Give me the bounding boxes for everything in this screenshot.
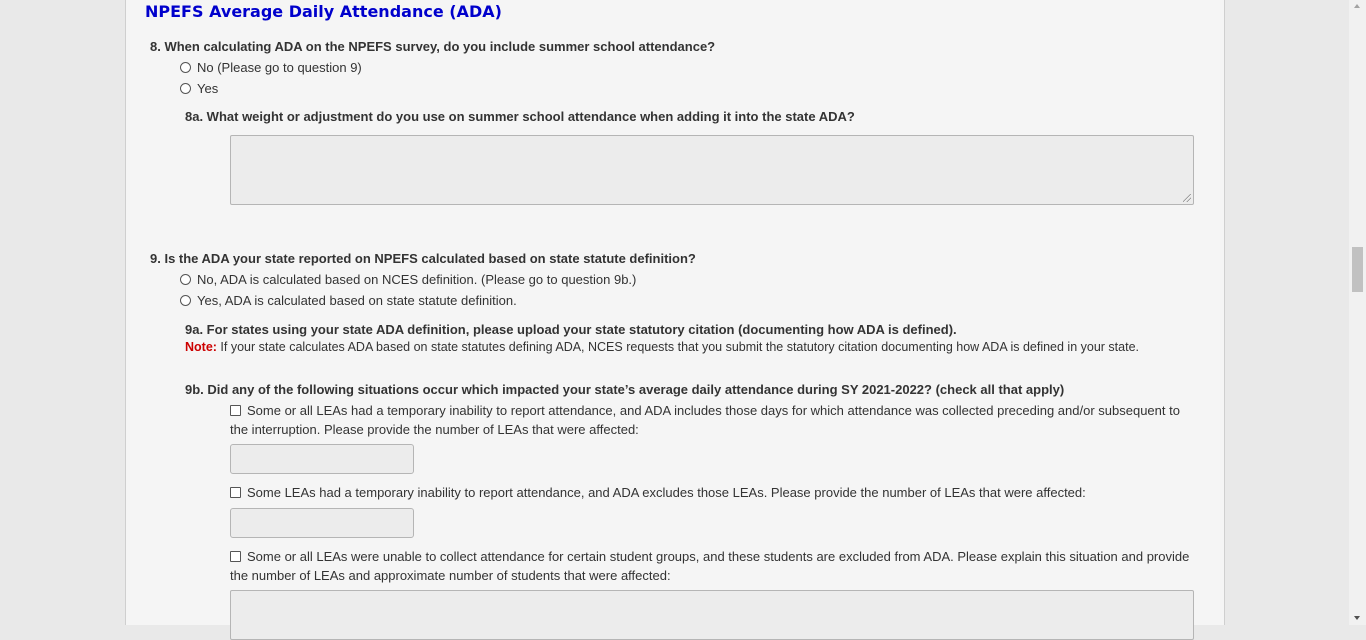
q9b-option-2[interactable] [230, 483, 1195, 502]
resize-grip-icon[interactable] [1183, 194, 1191, 202]
checkbox-icon[interactable] [230, 487, 241, 498]
note-text: If your state calculates ADA based on state statutes defining ADA, NCES requests that you submit the statutory citation documenting how ADA is defined in your state. [216, 340, 1139, 354]
q9-option-yes[interactable] [180, 292, 517, 308]
radio-icon[interactable] [180, 83, 191, 94]
question-9b: 9b. Did any of the following situations occur which impacted your state’s average daily attendance during SY 2021-2022? (check all that apply) [185, 382, 1065, 397]
section-title: NPEFS Average Daily Attendance (ADA) [145, 2, 502, 21]
question-9: 9. Is the ADA your state reported on NPEFS calculated based on state statute definition? [150, 251, 696, 266]
q9b-option-1-count-input[interactable] [230, 444, 414, 474]
note [185, 340, 1139, 354]
note-label: Note: [185, 340, 217, 354]
question-8: 8. When calculating ADA on the NPEFS survey, do you include summer school attendance? [150, 39, 716, 54]
q9b-option-1[interactable] [230, 401, 1195, 439]
q9b-option-3-textarea[interactable] [230, 590, 1194, 640]
scrollbar-thumb[interactable] [1352, 247, 1363, 292]
vertical-scrollbar[interactable] [1349, 0, 1366, 625]
checkbox-icon[interactable] [230, 551, 241, 562]
scroll-up-icon[interactable] [1354, 4, 1360, 8]
scroll-down-icon[interactable] [1354, 616, 1360, 620]
q9b-option-1-label: Some or all LEAs had a temporary inability to report attendance, and ADA includes those days for which attendance was collected preceding and/or subsequent to the interruption. Please provide the number of LEAs that were affected: [230, 403, 1180, 437]
radio-icon[interactable] [180, 274, 191, 285]
q8a-textarea[interactable] [230, 135, 1194, 205]
q8-option-yes[interactable] [180, 80, 218, 96]
q8-option-no[interactable] [180, 59, 362, 75]
q9-option-no-label: No, ADA is calculated based on NCES definition. (Please go to question 9b.) [197, 271, 637, 287]
q8-option-no-label: No (Please go to question 9) [197, 59, 362, 75]
radio-icon[interactable] [180, 295, 191, 306]
q9b-option-2-count-input[interactable] [230, 508, 414, 538]
q9-option-yes-label: Yes, ADA is calculated based on state statute definition. [197, 292, 517, 308]
checkbox-icon[interactable] [230, 405, 241, 416]
q9b-option-2-label: Some LEAs had a temporary inability to report attendance, and ADA excludes those LEAs. Please provide the number of LEAs that were affected: [247, 485, 1086, 500]
q9b-option-3[interactable] [230, 547, 1195, 585]
question-9a: 9a. For states using your state ADA definition, please upload your state statutory citation (documenting how ADA is defined). [185, 322, 957, 337]
q9b-option-3-label: Some or all LEAs were unable to collect attendance for certain student groups, and these students are excluded from ADA. Please explain this situation and provide the number of LEAs and approximate number of students that were affected: [230, 549, 1190, 583]
q8-option-yes-label: Yes [197, 80, 219, 96]
q9-option-no[interactable] [180, 271, 636, 287]
radio-icon[interactable] [180, 62, 191, 73]
question-8a: 8a. What weight or adjustment do you use on summer school attendance when adding it into the state ADA? [185, 109, 855, 124]
